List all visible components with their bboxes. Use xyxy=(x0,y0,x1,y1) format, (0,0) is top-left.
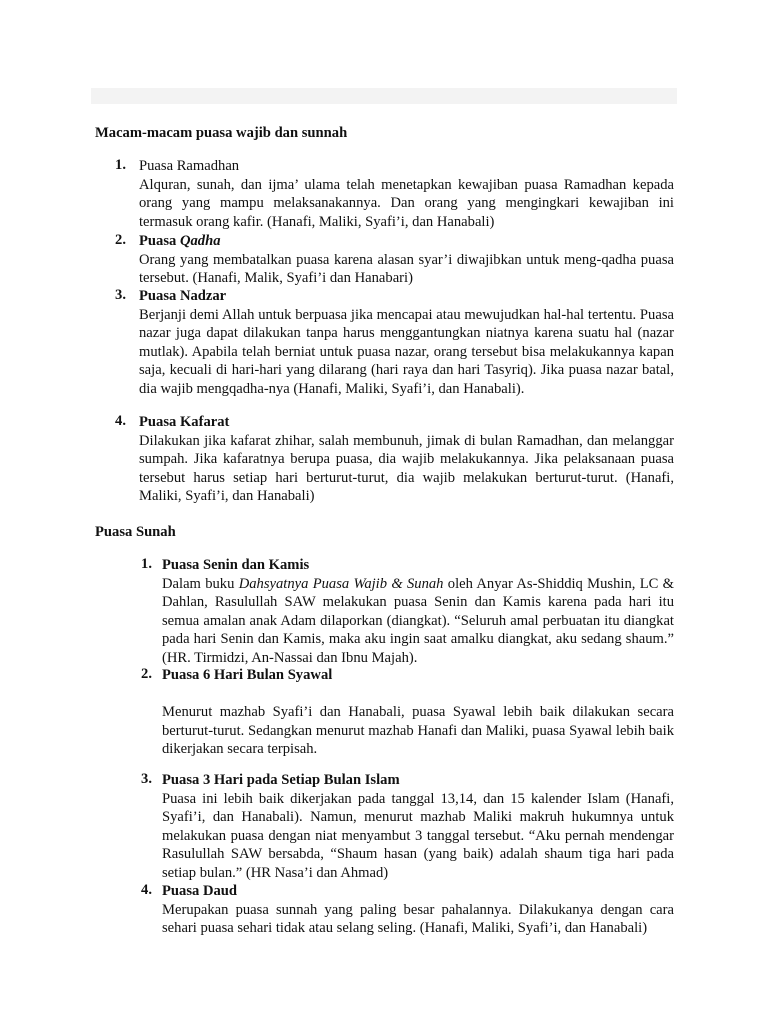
item-title: Puasa Ramadhan xyxy=(139,158,240,174)
list-item-puasa-ramadhan xyxy=(139,157,674,231)
item-text: Menurut mazhab Syafi’i dan Hanabali, puasa Syawal lebih baik dilakukan secara berturut-turut. Sedangkan menurut mazhab Hanafi dan Maliki, puasa Syawal lebih baik dikerjakan secara terpisah. xyxy=(162,704,674,758)
header-bar xyxy=(91,88,677,104)
list-number: 1. xyxy=(115,157,126,173)
item-title-italic: Qadha xyxy=(179,233,221,249)
text-pre: Dalam buku xyxy=(162,575,239,592)
list-number: 4. xyxy=(115,413,126,429)
list-item-puasa-daud xyxy=(162,882,674,938)
item-title: Puasa Daud xyxy=(162,883,238,899)
item-title: Puasa 6 Hari Bulan Syawal xyxy=(162,667,333,683)
list-item-puasa-syawal xyxy=(162,666,674,759)
item-text: Alquran, sunah, dan ijma’ ulama telah menetapkan kewajiban puasa Ramadhan kepada orang yang mampu melaksanakannya. Dan orang yang mengingkari kewajiban ini termasuk orang kafir. (Hanafi, Maliki, Syafi’i, dan Hanabali) xyxy=(139,176,674,230)
spacer xyxy=(162,685,674,704)
list-number: 2. xyxy=(141,666,152,682)
item-title: Puasa Nadzar xyxy=(139,288,227,304)
item-text: Dilakukan jika kafarat zhihar, salah membunuh, jimak di bulan Ramadhan, dan melanggar sumpah. Jika kafaratnya berupa puasa, dia wajib melakukannya. Jika pelaksanaan puasa tersebut harus setiap hari berturut-turut, dia wajib melakukan berturut-turut. (Hanafi, Maliki, Syafi’i, dan Hanabali) xyxy=(139,432,674,505)
list-item-puasa-qadha xyxy=(139,232,674,288)
list-number: 3. xyxy=(141,771,152,787)
item-title: Puasa 3 Hari pada Setiap Bulan Islam xyxy=(162,772,400,788)
list-item-puasa-nadzar xyxy=(139,287,674,399)
list-item-puasa-senin-kamis xyxy=(162,556,674,668)
list-number: 1. xyxy=(141,556,152,572)
book-title: Dahsyatnya Puasa Wajib & Sunah xyxy=(238,575,444,592)
item-text: Puasa ini lebih baik dikerjakan pada tanggal 13,14, dan 15 kalender Islam (Hanafi, Syafi’i, dan Hanabali). Namun, menurut mazhab Maliki makruh hukumnya untuk melakukan puasa dengan niat menyambut 3 tanggal tersebut. “Aku pernah mendengar Rasulullah SAW bersabda, “Shaum hasan (yang baik) adalah shaum tiga hari pada setiap bulan.” (HR Nasa’i dan Ahmad) xyxy=(162,790,674,881)
item-title: Puasa Senin dan Kamis xyxy=(162,557,310,573)
text-post: oleh Anyar As-Shiddiq Mushin, LC & Dahlan, Rasulullah SAW melakukan puasa Senin dan Kamis karena pada hari itu semua amalan anak Adam dilaporkan (diangkat). “Seluruh amal perbuatan itu diangkat pada hari Senin dan Kamis, maka aku ingin saat amalku diangkat, aku sedang shaum.” (HR. Tirmidzi, An-Nassai dan Ibnu Majah). xyxy=(162,575,674,666)
item-text: Merupakan puasa sunnah yang paling besar pahalannya. Dilakukanya dengan cara sehari puasa sehari tidak atau selang seling. (Hanafi, Maliki, Syafi’i, dan Hanabali) xyxy=(162,901,674,937)
item-title-plain: Puasa xyxy=(139,233,180,249)
heading-sunah: Puasa Sunah xyxy=(95,524,176,540)
item-text: Berjanji demi Allah untuk berpuasa jika mencapai atau mewujudkan hal-hal tertentu. Puasa nazar juga dapat dilakukan tanpa harus menggantungkan niatnya karena suatu hal (nazar mutlak). Apabila telah berniat untuk puasa nazar, orang tersebut bisa melakukannya kapan saja, kecuali di hari-hari yang dilarang (hari raya dan hari Tasyriq). Jika puasa nazar batal, dia wajib mengqadha-nya (Hanafi, Maliki, Syafi’i, dan Hanabali). xyxy=(139,306,674,397)
list-item-puasa-3-hari xyxy=(162,771,674,883)
item-text: Orang yang membatalkan puasa karena alasan syar’i diwajibkan untuk meng-qadha puasa tersebut. (Hanafi, Malik, Syafi’i dan Hanabari) xyxy=(139,251,674,287)
list-number: 4. xyxy=(141,882,152,898)
list-number: 3. xyxy=(115,287,126,303)
list-item-puasa-kafarat xyxy=(139,413,674,506)
item-title: Puasa Kafarat xyxy=(139,414,230,430)
heading-wajib: Macam-macam puasa wajib dan sunnah xyxy=(95,125,348,141)
item-text xyxy=(162,575,674,668)
list-number: 2. xyxy=(115,232,126,248)
item-title xyxy=(139,232,674,251)
